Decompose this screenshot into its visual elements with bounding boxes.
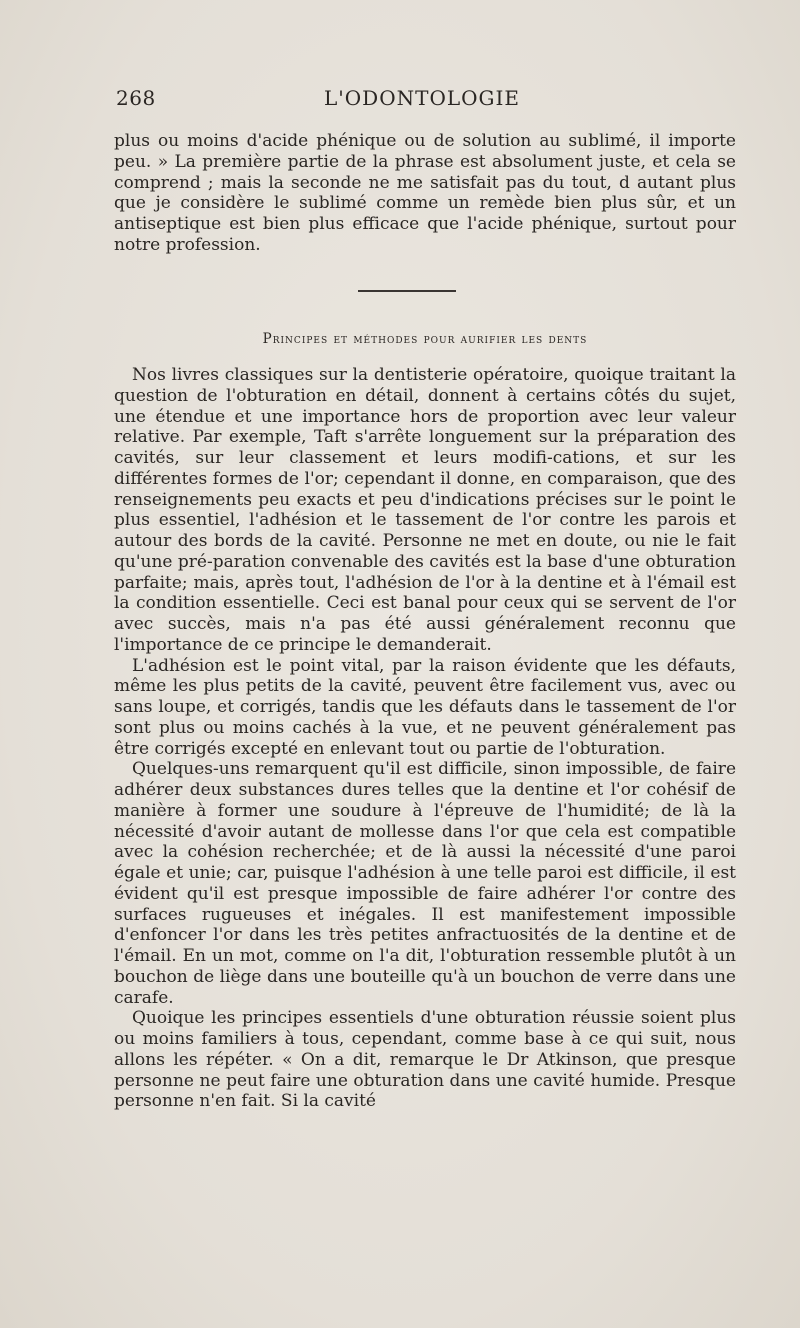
section-title: Principes et méthodes pour aurifier les dents [262,331,588,347]
running-title: L'ODONTOLOGIE [324,86,520,110]
page-header [116,86,736,114]
continuation-text [114,131,736,256]
page-number: 268 [116,86,156,110]
section-body [114,365,736,1112]
paragraph: Quelques-uns remarquent qu'il est difficile, sinon impossible, de faire adhérer deux substances dures telles que la dentine et l'or cohésif de manière à former une soudure à l'épreuve de l'humidité; de là la nécessité d'avoir autant de mollesse dans l'or que cela est compatible avec la cohésion recherchée; et de là aussi la nécessité d'une paroi égale et unie; car, puisque l'adhésion à une telle paroi est difficile, il est évident qu'il est presque impossible de faire adhérer l'or contre des surfaces rugueuses et inégales. Il est manifestement impossible d'enfoncer l'or dans les très petites anfractuosités de la dentine et de l'émail. En un mot, comme on l'a dit, l'obturation ressemble plutôt à un bouchon de liège dans une bouteille qu'à un bouchon de verre dans une carafe. [114,759,736,1008]
paragraph: Nos livres classiques sur la dentisterie opératoire, quoique traitant la question de l'obturation en détail, donnent à certains côtés du sujet, une étendue et une importance hors de proportion avec leur valeur relative. Par exemple, Taft s'arrête longuement sur la préparation des cavités, sur leur classement et leurs modifi-cations, et sur les différentes formes de l'or; cependant il donne, en comparaison, que des renseignements peu exacts et peu d'indications précises sur le point le plus essentiel, l'adhésion et le tassement de l'or contre les parois et autour des bords de la cavité. Personne ne met en doute, ou nie le fait qu'une pré-paration convenable des cavités est la base d'une obturation parfaite; mais, après tout, l'adhésion de l'or à la dentine et à l'émail est la condition essentielle. Ceci est banal pour ceux qui se servent de l'or avec succès, mais n'a pas été aussi généralement reconnu que l'importance de ce principe le demanderait. [114,365,736,655]
section-separator-rule [358,290,456,292]
paragraph: Quoique les principes essentiels d'une obturation réussie soient plus ou moins familiers à tous, cependant, comme base à ce qui suit, nous allons les répéter. « On a dit, remarque le Dr Atkinson, que presque personne ne peut faire une obturation dans une cavité humide. Presque personne n'en fait. Si la cavité [114,1008,736,1112]
continuation-paragraph: plus ou moins d'acide phénique ou de solution au sublimé, il importe peu. » La première partie de la phrase est absolument juste, et cela se comprend ; mais la seconde ne me satisfait pas du tout, d autant plus que je considère le sublimé comme un remède bien plus sûr, et un antiseptique est bien plus efficace que l'acide phénique, surtout pour notre profession. [114,131,736,255]
paragraph: L'adhésion est le point vital, par la raison évidente que les défauts, même les plus petits de la cavité, peuvent être facilement vus, avec ou sans loupe, et corrigés, tandis que les défauts dans le tassement de l'or sont plus ou moins cachés à la vue, et ne peuvent généralement pas être corrigés excepté en enlevant tout ou partie de l'obturation. [114,655,736,759]
